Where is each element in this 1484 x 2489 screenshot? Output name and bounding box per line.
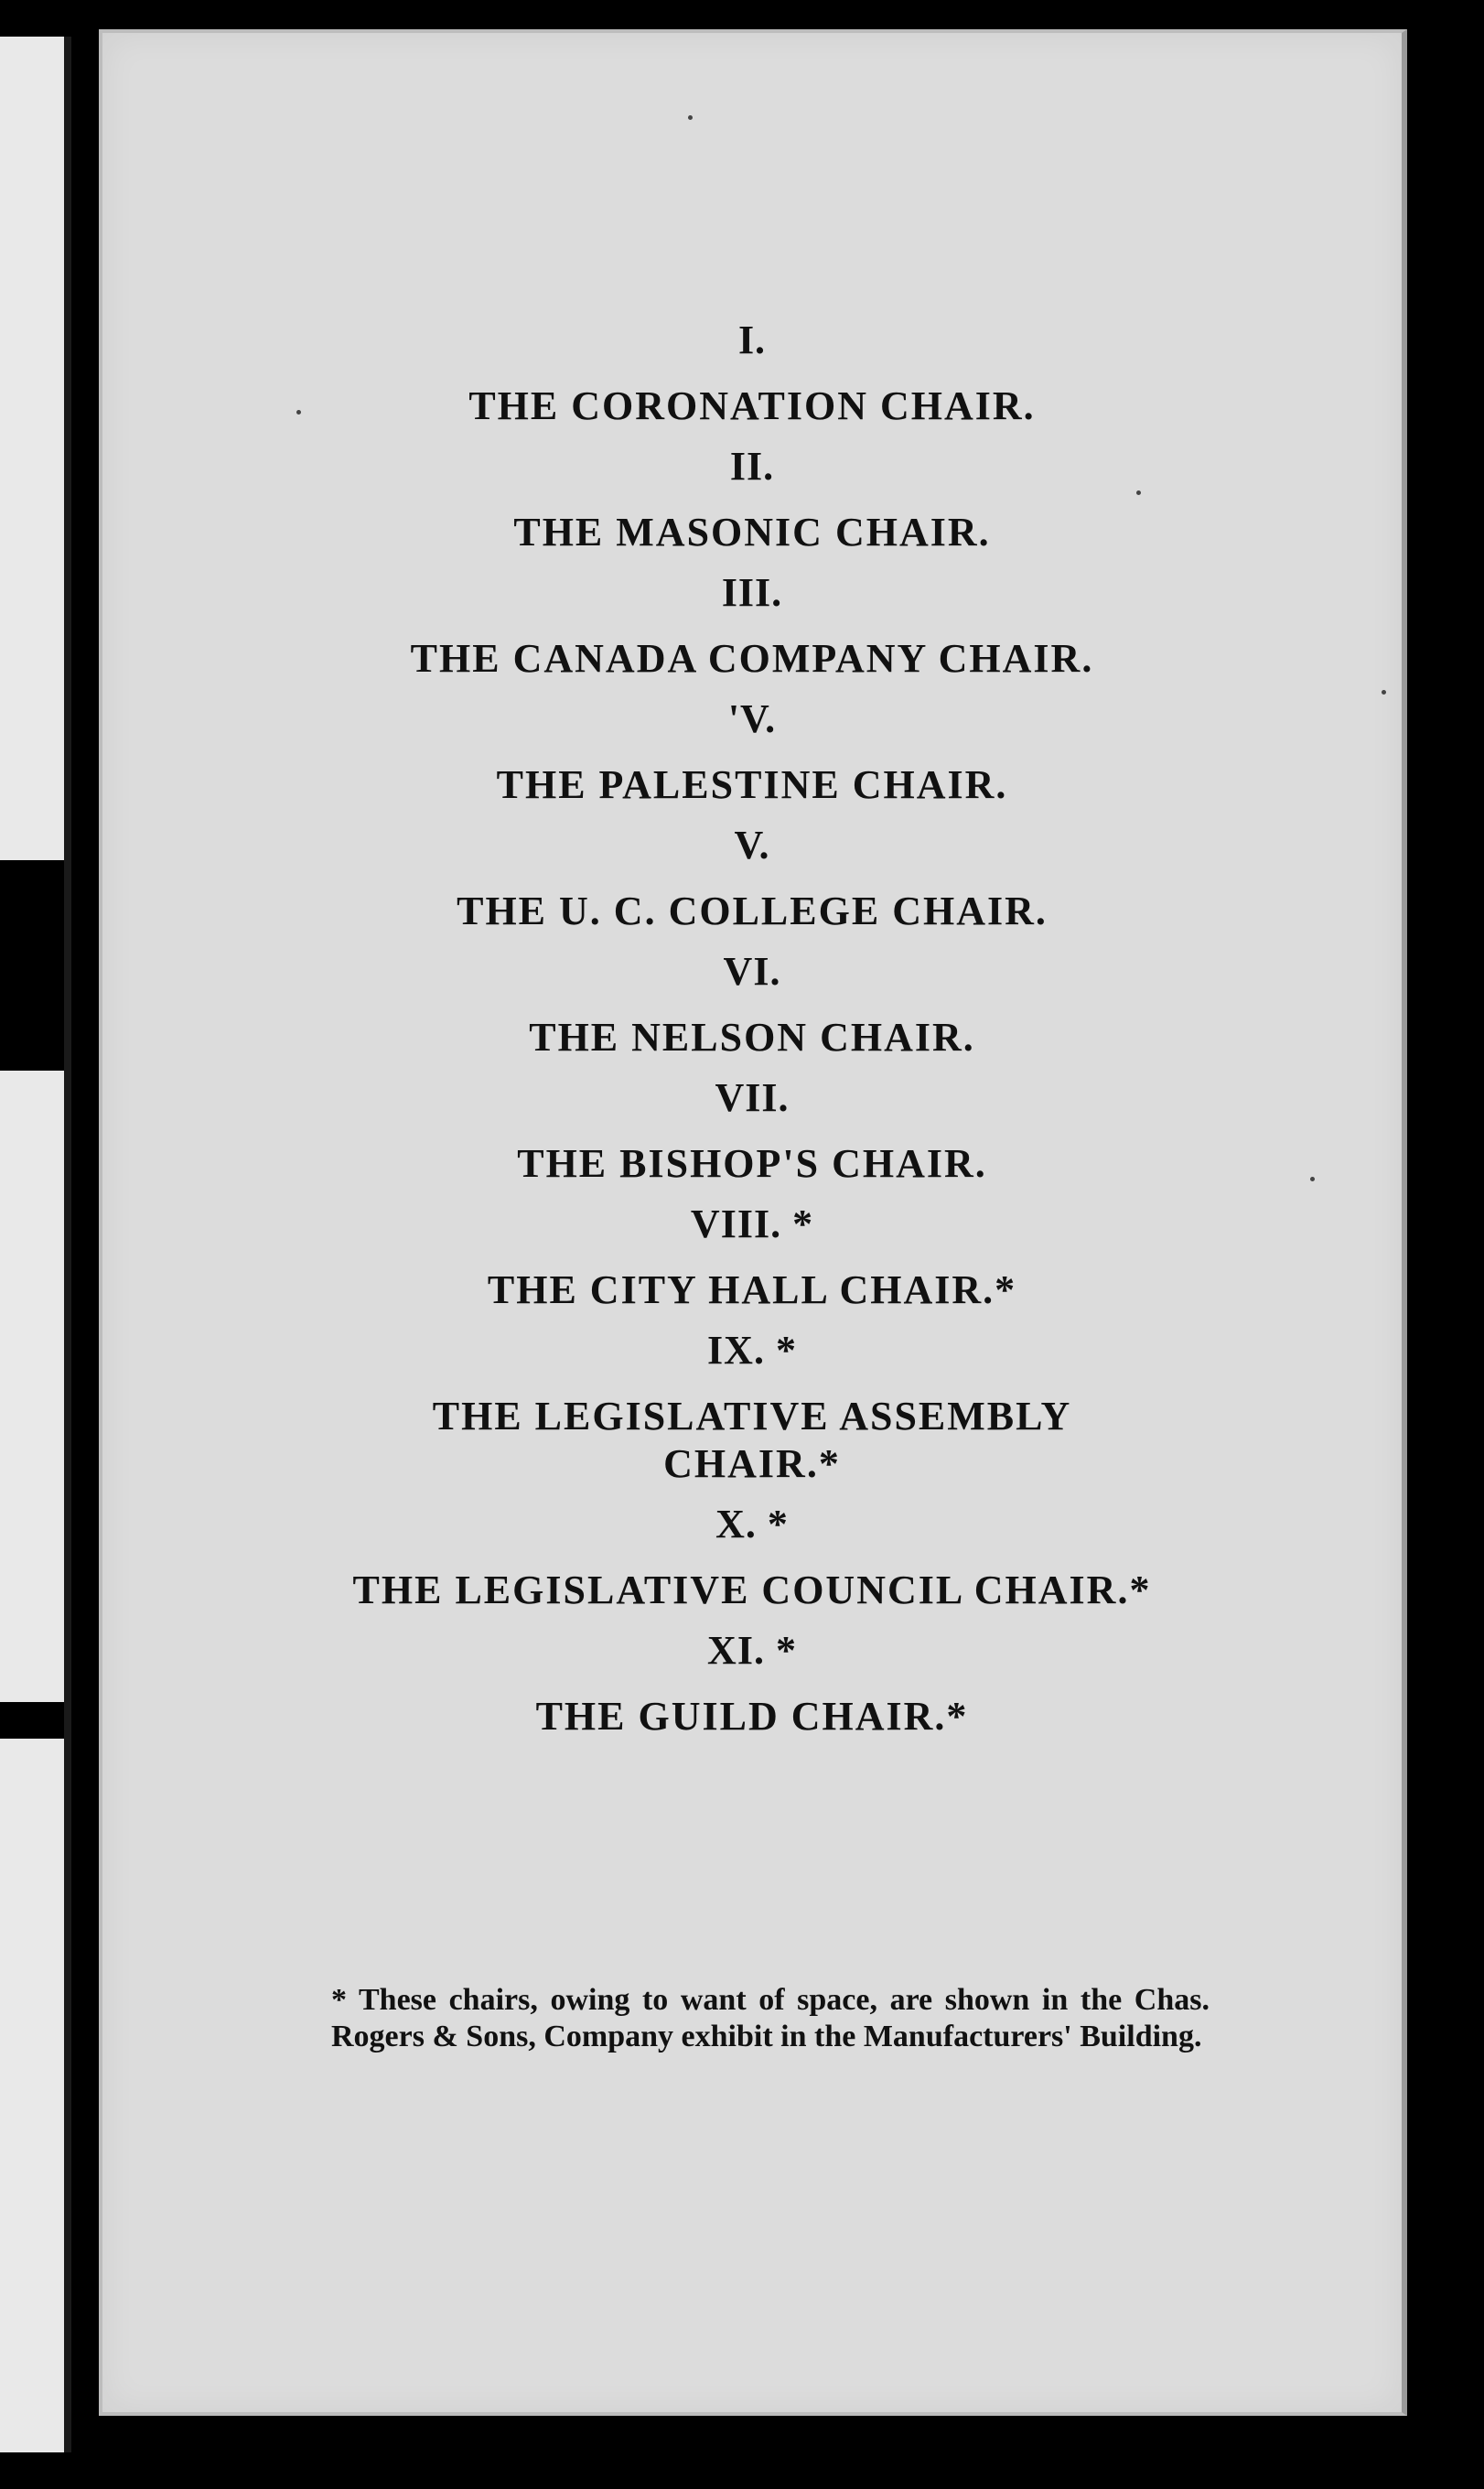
entry-title: THE MASONIC CHAIR. bbox=[513, 510, 991, 555]
entry-title: THE LEGISLATIVE COUNCIL CHAIR.* bbox=[352, 1568, 1152, 1612]
chair-entry bbox=[102, 1074, 1402, 1188]
page-edge-shadow bbox=[0, 1702, 64, 1739]
entry-title: THE CORONATION CHAIR. bbox=[468, 383, 1036, 428]
entry-numeral: VIII. * bbox=[690, 1201, 814, 1246]
entry-title: THE NELSON CHAIR. bbox=[529, 1015, 975, 1060]
dust-speck bbox=[1136, 490, 1141, 495]
adjacent-page-edge bbox=[0, 37, 71, 2452]
chair-entry bbox=[102, 1327, 1402, 1488]
chair-entry bbox=[102, 822, 1402, 935]
entry-numeral: 'V. bbox=[727, 696, 777, 741]
entry-title: THE CANADA COMPANY CHAIR. bbox=[410, 636, 1094, 681]
entry-title: THE GUILD CHAIR.* bbox=[535, 1694, 969, 1739]
entry-numeral: VII. bbox=[715, 1075, 790, 1120]
chair-entry bbox=[102, 1201, 1402, 1314]
chair-list bbox=[102, 317, 1402, 1753]
chair-entry bbox=[102, 1501, 1402, 1614]
entry-numeral: IX. * bbox=[707, 1328, 797, 1373]
footnote: * These chairs, owing to want of space, are shown in the Chas. Rogers & Sons, Company exhibit in the Manufacturers' Building. bbox=[331, 1983, 1210, 2053]
chair-entry bbox=[102, 443, 1402, 556]
dust-speck bbox=[1382, 690, 1386, 695]
entry-numeral: II. bbox=[729, 444, 775, 489]
entry-title: THE LEGISLATIVE ASSEMBLY CHAIR.* bbox=[432, 1394, 1072, 1486]
entry-title: THE PALESTINE CHAIR. bbox=[496, 762, 1008, 807]
chair-entry bbox=[102, 695, 1402, 809]
chair-entry bbox=[102, 569, 1402, 683]
entry-numeral: X. * bbox=[715, 1502, 789, 1546]
entry-title: THE BISHOP'S CHAIR. bbox=[517, 1141, 987, 1186]
document-page bbox=[99, 29, 1407, 2416]
entry-numeral: V. bbox=[734, 823, 770, 867]
entry-numeral: III. bbox=[721, 570, 783, 615]
dust-speck bbox=[688, 115, 693, 120]
entry-title: THE U. C. COLLEGE CHAIR. bbox=[457, 889, 1048, 933]
dust-speck bbox=[296, 410, 301, 415]
chair-entry bbox=[102, 1627, 1402, 1740]
entry-numeral: VI. bbox=[723, 949, 781, 994]
page-edge-shadow bbox=[0, 860, 64, 1071]
entry-title: THE CITY HALL CHAIR.* bbox=[487, 1267, 1017, 1312]
chair-entry bbox=[102, 948, 1402, 1061]
entry-numeral: I. bbox=[737, 318, 767, 362]
entry-numeral: XI. * bbox=[707, 1628, 797, 1673]
dust-speck bbox=[1310, 1177, 1315, 1181]
